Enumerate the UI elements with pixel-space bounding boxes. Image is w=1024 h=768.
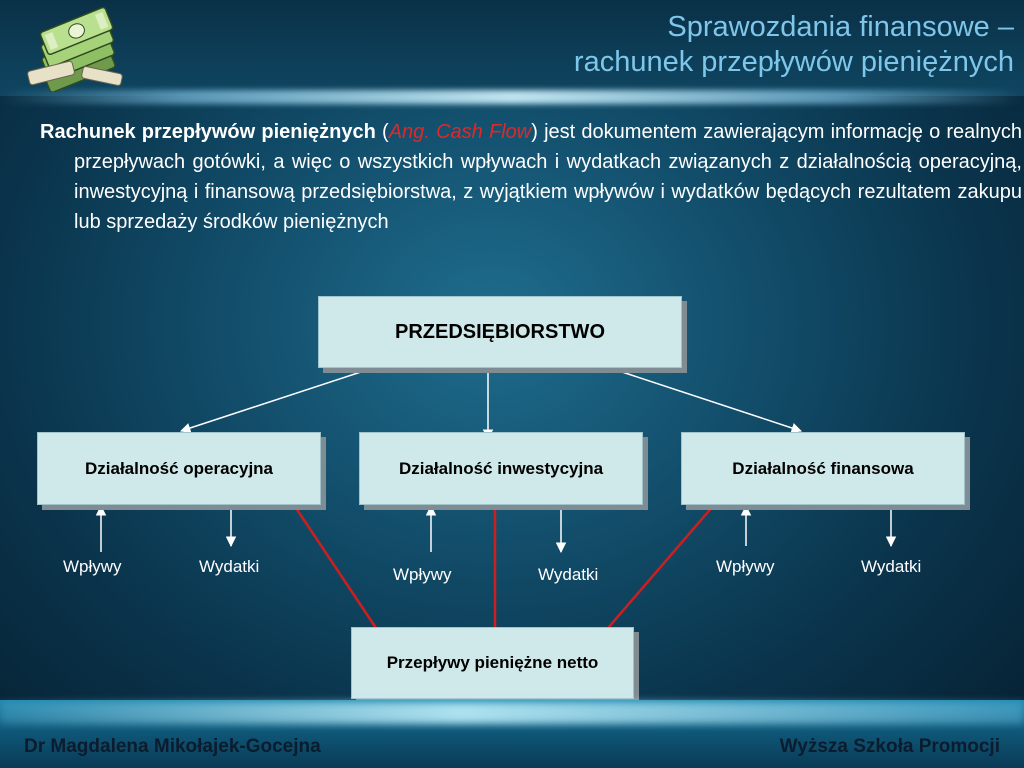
operating-activity-label: Działalność operacyjna (84, 458, 274, 478)
title-line-1: Sprawozdania finansowe – (667, 11, 1014, 43)
operating-to-netto-line (294, 505, 376, 628)
definition-body: ) jest dokumentem zawierającym informację o realnych przepływach gotówki, a więc o wszystkich wpływach i wydatkach związanych z działalnością operacyjną, inwestycyjną i finansową przedsiębiorstwa, z wyjątkiem wpływów i wydatków będących rezultatem zakupu lub sprzedaży środków pieniężnych (74, 121, 1022, 233)
net-cash-flow-box (351, 627, 634, 699)
financing-activity-label: Działalność finansowa (732, 458, 914, 478)
net-cash-flow-label: Przepływy pieniężne netto (386, 653, 599, 672)
footer-institution: Wyższa Szkoła Promocji (779, 736, 1000, 757)
investing-activity-label: Działalność inwestycyjna (398, 458, 604, 478)
title-line-2: rachunek przepływów pieniężnych (573, 46, 1014, 78)
investing-inflow-label: Wpływy (393, 565, 452, 584)
definition-english-term: Ang. Cash Flow (388, 121, 532, 143)
investing-activity-box (359, 432, 643, 505)
root-to-financing-arrow (610, 368, 801, 431)
footer-glow (0, 702, 1024, 724)
root-to-operating-arrow (181, 368, 373, 431)
financing-inflow-label: Wpływy (716, 557, 775, 576)
definition-term: Rachunek przepływów pieniężnych (40, 121, 376, 143)
operating-activity-box (37, 432, 321, 505)
enterprise-label: PRZEDSIĘBIORSTWO (394, 320, 605, 343)
operating-outflow-label: Wydatki (199, 557, 260, 576)
footer-author: Dr Magdalena Mikołajek-Gocejna (24, 736, 321, 757)
enterprise-box (318, 296, 682, 368)
financing-activity-box (681, 432, 965, 505)
definition-paren-open: ( (375, 121, 389, 143)
operating-inflow-label: Wpływy (63, 557, 122, 576)
financing-to-netto-line (608, 505, 714, 628)
investing-outflow-label: Wydatki (538, 565, 599, 584)
financing-outflow-label: Wydatki (861, 557, 922, 576)
